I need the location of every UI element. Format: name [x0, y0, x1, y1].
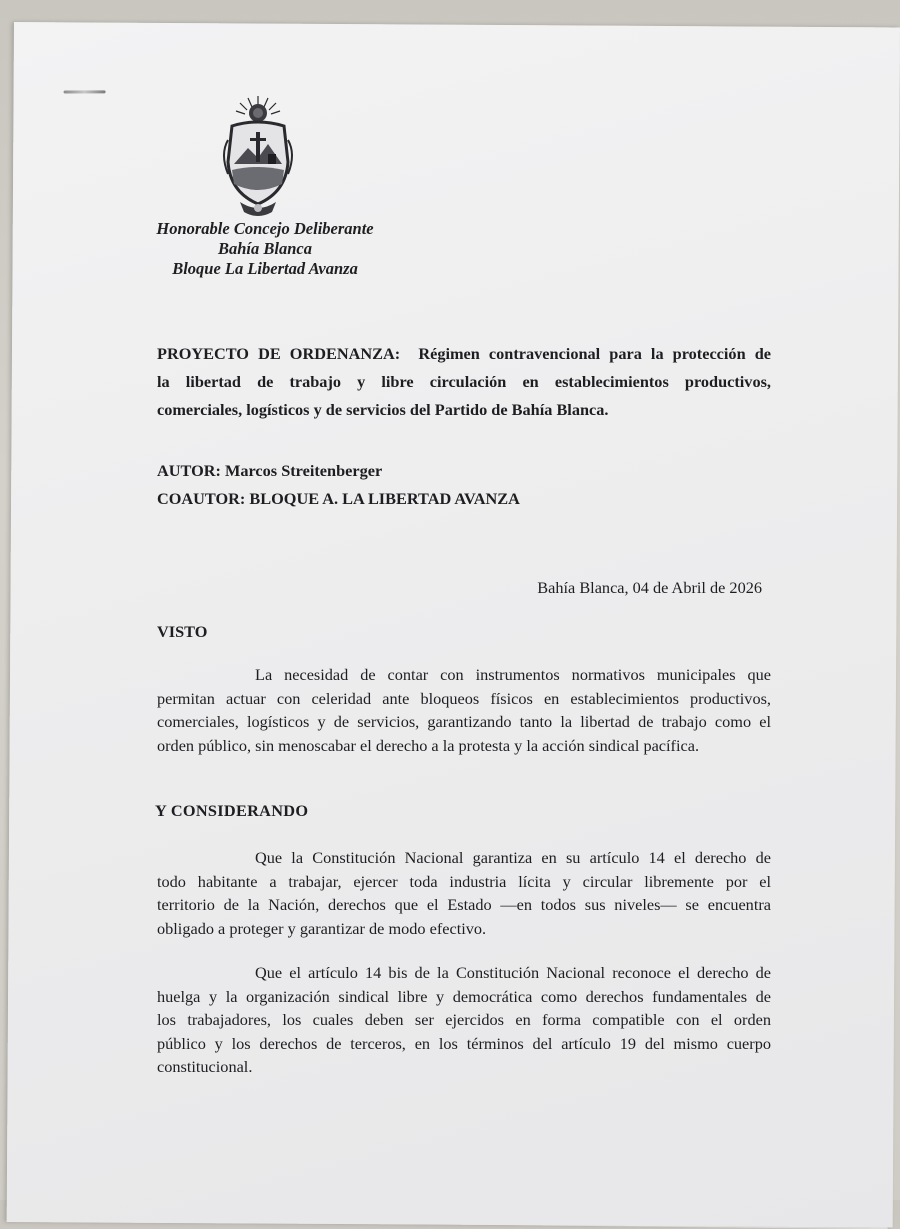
project-title-line-2: la libertad de trabajo y libre circulación en establecimientos productivos, [157, 372, 771, 391]
considerando-paragraph-1 [157, 846, 771, 940]
visto-line-3: comerciales, logísticos y de servicios, garantizando tanto la libertad de trabajo como el [157, 712, 771, 731]
considerando-1-line-3: territorio de la Nación, derechos que el Estado —en todos sus niveles— se encuentra [157, 895, 771, 914]
document-date: Bahía Blanca, 04 de Abril de 2026 [537, 578, 762, 597]
visto-line-2: permitan actuar con celeridad ante bloqueos físicos en establecimientos productivos, [157, 688, 771, 708]
considerando-heading: Y CONSIDERANDO [155, 801, 309, 820]
visto-paragraph [157, 663, 771, 757]
visto-line-1: La necesidad de contar con instrumentos normativos municipales que [255, 665, 771, 684]
header-line-bloc: Bloque La Libertad Avanza [172, 259, 358, 278]
visto-line-4: orden público, sin menoscabar el derecho a la protesta y la acción sindical pacífica. [157, 735, 700, 755]
coauthor-line: COAUTOR: BLOQUE A. LA LIBERTAD AVANZA [157, 489, 520, 508]
considerando-2-line-3: los trabajadores, los cuales deben ser ejercidos en forma compatible con el orden [157, 1010, 771, 1029]
coat-of-arms-seal-icon [210, 92, 306, 222]
project-title-line-1-rest: Régimen contravencional para la protección de [418, 344, 772, 363]
council-header [130, 219, 400, 279]
header-line-council: Honorable Concejo Deliberante [156, 219, 374, 238]
considerando-2-line-5: constitucional. [157, 1057, 253, 1076]
considerando-paragraph-2 [157, 961, 771, 1079]
project-title-line-3: comerciales, logísticos y de servicios del Partido de Bahía Blanca. [157, 400, 609, 419]
considerando-2-line-4: público y los derechos de terceros, en los términos del artículo 19 del mismo cuerpo [157, 1033, 771, 1053]
project-title [157, 340, 771, 424]
considerando-2-line-1: Que el artículo 14 bis de la Constitución Nacional reconoce el derecho de [255, 963, 771, 982]
considerando-1-line-2: todo habitante a trabajar, ejercer toda industria lícita y circular libremente por el [157, 871, 771, 891]
header-line-city: Bahía Blanca [218, 239, 312, 258]
project-title-line-1 [157, 340, 771, 368]
staple [64, 90, 106, 93]
visto-heading: VISTO [157, 622, 208, 641]
author-line: AUTOR: Marcos Streitenberger [157, 461, 383, 480]
considerando-2-line-2: huelga y la organización sindical libre y democrática como derechos fundamentales de [157, 986, 771, 1006]
project-label: PROYECTO DE ORDENANZA: [157, 344, 401, 363]
considerando-1-line-1: Que la Constitución Nacional garantiza en su artículo 14 el derecho de [255, 848, 771, 867]
considerando-1-line-4: obligado a proteger y garantizar de modo efectivo. [157, 918, 487, 938]
